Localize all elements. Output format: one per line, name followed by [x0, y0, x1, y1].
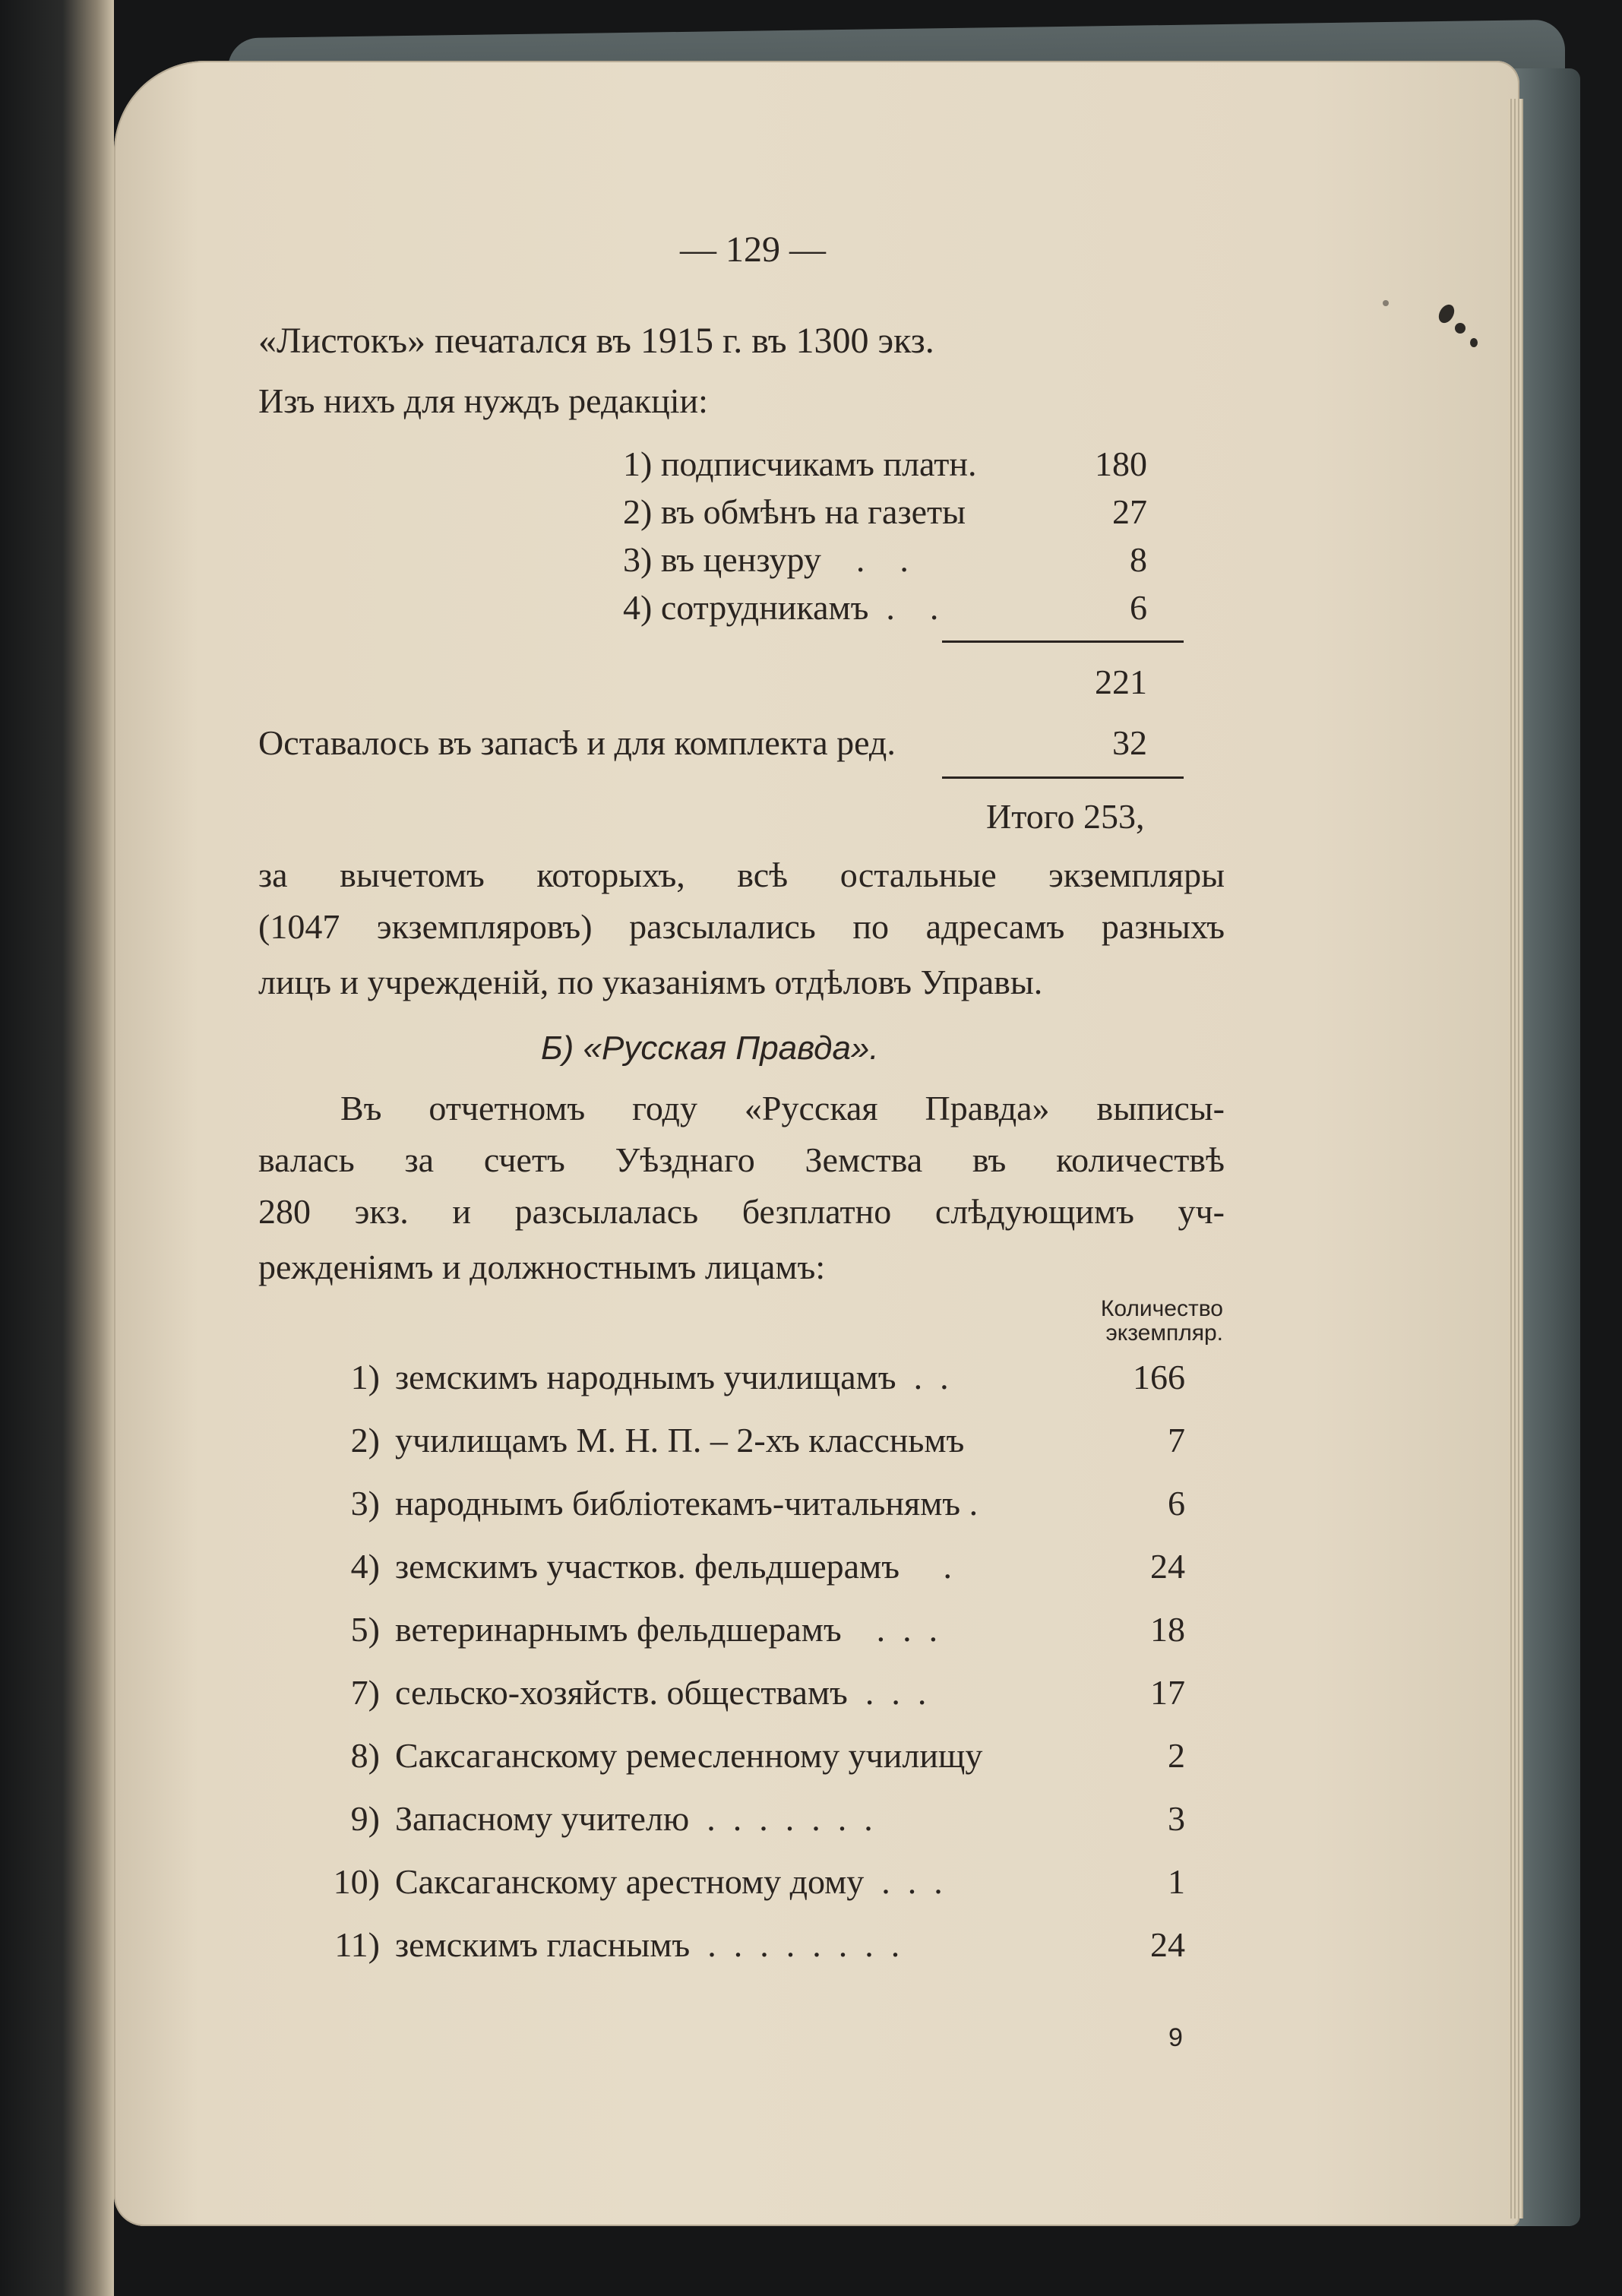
recipient-count: 18	[1150, 1610, 1185, 1649]
recipient-label: земскимъ участков. фельдшерамъ .	[395, 1547, 952, 1586]
distribution-value: 6	[1130, 588, 1147, 627]
recipient-label: земскимъ народнымъ училищамъ . .	[395, 1358, 949, 1396]
recipient-count: 24	[1150, 1925, 1185, 1964]
column-header	[1026, 1297, 1223, 1346]
recipient-label: сельско-хозяйств. обществамъ . . .	[395, 1673, 927, 1712]
recipient-number: 4)	[350, 1547, 380, 1586]
column-header-line: экземпляр.	[1105, 1320, 1223, 1346]
paragraph-line: (1047 экземпляровъ) разсылались по адресамъ разныхъ	[258, 907, 1225, 946]
intro-line-1: «Листокъ» печатался въ 1915 г. въ 1300 экз.	[258, 321, 934, 361]
distribution-label: 1) подписчикамъ платн.	[623, 444, 977, 483]
total-rule	[942, 776, 1184, 779]
signature-mark: 9	[1168, 2023, 1183, 2052]
distribution-value: 180	[1095, 444, 1147, 483]
paragraph-line: режденіямъ и должностнымъ лицамъ:	[258, 1248, 826, 1286]
paragraph-line: Въ отчетномъ году «Русская Правда» выписы-	[340, 1089, 1225, 1127]
recipient-label: Саксаганскому ремесленному училищу	[395, 1736, 983, 1775]
recipient-count: 1	[1168, 1862, 1185, 1901]
recipient-number: 1)	[350, 1358, 380, 1396]
subtotal-value: 221	[1095, 663, 1147, 701]
recipient-count: 166	[1133, 1358, 1185, 1396]
recipient-label: Запасному учителю . . . . . . .	[395, 1799, 873, 1838]
recipient-count: 24	[1150, 1547, 1185, 1586]
recipient-number: 2)	[350, 1421, 380, 1460]
reserve-label: Оставалось въ запасѣ и для комплекта ред.	[258, 723, 896, 762]
column-header-line: Количество	[1100, 1296, 1223, 1321]
distribution-value: 8	[1130, 540, 1147, 579]
distribution-value: 27	[1112, 492, 1147, 531]
recipient-count: 7	[1168, 1421, 1185, 1460]
recipient-count: 6	[1168, 1484, 1185, 1523]
section-heading: Б) «Русская Правда».	[541, 1029, 879, 1067]
recipient-number: 3)	[350, 1484, 380, 1523]
recipient-label: земскимъ гласнымъ . . . . . . . .	[395, 1925, 900, 1964]
paragraph-line: валась за счетъ Уѣзднаго Земства въ количествѣ	[258, 1140, 1225, 1179]
paragraph-line: 280 экз. и разсылалась безплатно слѣдующимъ уч-	[258, 1192, 1225, 1231]
recipient-label: Саксаганскому арестному дому . . .	[395, 1862, 943, 1901]
recipient-label: ветеринарнымъ фельдшерамъ . . .	[395, 1610, 938, 1649]
distribution-label: 2) въ обмѣнъ на газеты	[623, 492, 966, 531]
recipient-number: 10)	[333, 1862, 380, 1901]
recipient-count: 3	[1168, 1799, 1185, 1838]
recipient-number: 8)	[350, 1736, 380, 1775]
recipient-number: 11)	[334, 1925, 380, 1964]
recipient-number: 9)	[350, 1799, 380, 1838]
recipient-number: 7)	[350, 1673, 380, 1712]
recipient-number: 5)	[350, 1610, 380, 1649]
page-number: — 129 —	[680, 229, 826, 270]
subtotal-rule	[942, 640, 1184, 643]
recipient-count: 2	[1168, 1736, 1185, 1775]
paragraph-line: за вычетомъ которыхъ, всѣ остальные экземпляры	[258, 855, 1225, 894]
recipient-label: народнымъ библіотекамъ-читальнямъ .	[395, 1484, 979, 1523]
intro-line-2: Изъ нихъ для нуждъ редакціи:	[258, 381, 708, 420]
total-line: Итого 253,	[986, 797, 1145, 836]
distribution-label: 3) въ цензуру . .	[623, 540, 909, 579]
reserve-value: 32	[1112, 723, 1147, 762]
recipient-label: училищамъ М. Н. П. – 2-хъ классньмъ	[395, 1421, 965, 1460]
recipient-count: 17	[1150, 1673, 1185, 1712]
distribution-label: 4) сотрудникамъ . .	[623, 588, 939, 627]
paragraph-line: лицъ и учрежденій, по указаніямъ отдѣловъ Управы.	[258, 963, 1043, 1001]
